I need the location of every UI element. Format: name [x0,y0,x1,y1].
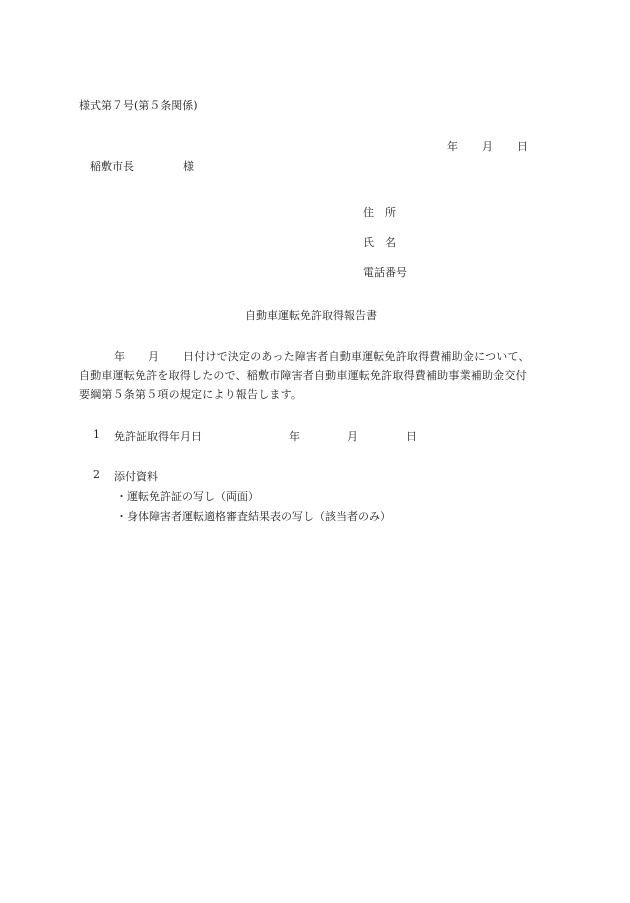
form-number: 様式第７号(第５条関係) [79,99,198,112]
body-line-3: 要綱第５条第５項の規定により報告します。 [79,388,303,401]
addressee-name: 稲敷市長 [90,160,134,173]
body-line-2: 自動車運転免許を取得したので、稲敷市障害者自動車運転免許取得費補助事業補助金交付 [79,369,527,382]
item1-year-label: 年 [289,430,300,443]
item1-month-label: 月 [347,430,358,443]
addressee-honorific: 様 [183,160,194,173]
attachment-item: ・運転免許証の写し（両面） [116,490,259,503]
date-month-label: 月 [482,140,493,153]
item2-label: 添付資料 [114,470,158,483]
body-line-1: 日付けで決定のあった障害者自動車運転免許取得費補助金について、 [183,350,530,363]
item1-label: 免許証取得年月日 [114,430,202,443]
attachment-item: ・身体障害者運転適格審査結果表の写し（該当者のみ） [116,510,391,523]
body-year-label: 年 [114,350,126,363]
applicant-phone-label: 電話番号 [363,266,407,279]
date-day-label: 日 [517,140,528,153]
item1-day-label: 日 [406,430,417,443]
item2-number: 2 [93,468,100,481]
date-year-label: 年 [447,140,458,153]
body-month-label: 月 [148,350,160,363]
document-title: 自動車運転免許取得報告書 [245,309,377,322]
item1-number: 1 [93,428,100,441]
applicant-address-label: 住 所 [363,206,396,219]
applicant-name-label: 氏 名 [363,236,396,249]
